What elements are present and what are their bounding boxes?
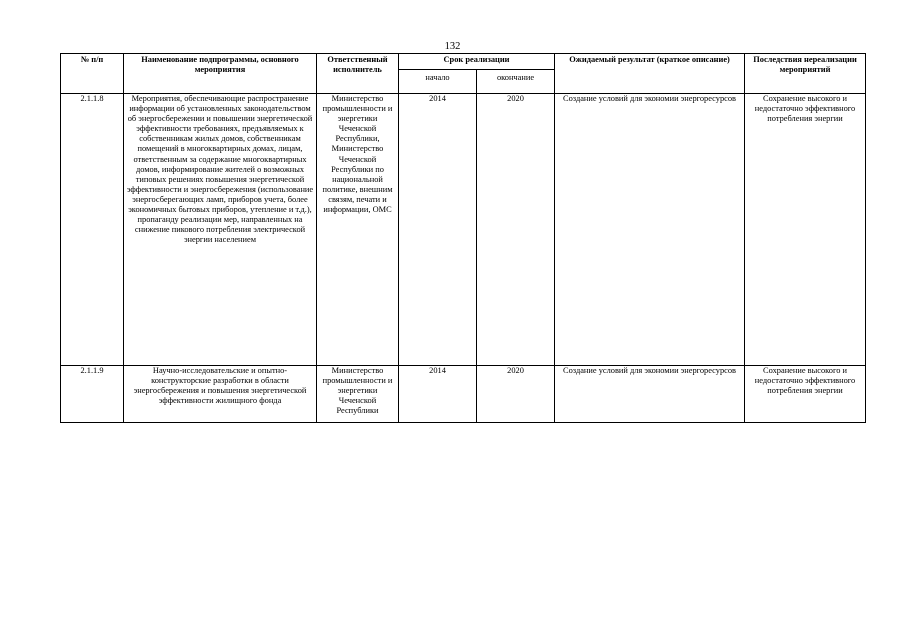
program-table: [60, 53, 866, 423]
table-row: [61, 94, 866, 366]
header-executor: Ответственный исполнитель: [317, 54, 399, 94]
header-period-end: окончание: [477, 70, 555, 94]
header-result: Ожидаемый результат (краткое описание): [555, 54, 745, 94]
table-row: [61, 366, 866, 423]
cell-end: 2020: [477, 366, 555, 423]
cell-end: 2020: [477, 94, 555, 366]
header-name: Наименование подпрограммы, основного мероприятия: [124, 54, 317, 94]
cell-num: 2.1.1.9: [61, 366, 124, 423]
header-num: № п/п: [61, 54, 124, 94]
header-period: Срок реализации: [399, 54, 555, 70]
cell-num: 2.1.1.8: [61, 94, 124, 366]
cell-result: Создание условий для экономии энергоресурсов: [555, 94, 745, 366]
cell-executor: Министерство промышленности и энергетики Чеченской Республики: [317, 366, 399, 423]
cell-start: 2014: [399, 94, 477, 366]
cell-consequences: Сохранение высокого и недостаточно эффективного потребления энергии: [745, 366, 866, 423]
cell-executor: Министерство промышленности и энергетики Чеченской Республики, Министерство Чеченской Республики по национальной политике, внешним связям, печати и информации, ОМС: [317, 94, 399, 366]
cell-start: 2014: [399, 366, 477, 423]
cell-name: Мероприятия, обеспечивающие распространение информации об установленных законодательством об энергосбережении и повышении энергетической эффективности требованиях, предъявляемых к собственникам жилых домов, собственникам помещений в многоквартирных домах, лицам, ответственным за содержание многоквартирных домов, информирование жителей о возможных типовых решениях повышения энергетической эффективности и энергосбережения (использование энергосберегающих ламп, приборов учета, более экономичных бытовых приборов, утепление и т.д.), пропаганду реализации мер, направленных на снижение пикового потребления электрической энергии населением: [124, 94, 317, 366]
table-header-row: [61, 54, 866, 70]
cell-consequences: Сохранение высокого и недостаточно эффективного потребления энергии: [745, 94, 866, 366]
header-consequences: Последствия нереализации мероприятий: [745, 54, 866, 94]
cell-name: Научно-исследовательские и опытно-конструкторские разработки в области энергосбережения и повышения энергетической эффективности жилищного фонда: [124, 366, 317, 423]
cell-result: Создание условий для экономии энергоресурсов: [555, 366, 745, 423]
page-number: 132: [444, 41, 461, 52]
header-period-start: начало: [399, 70, 477, 94]
